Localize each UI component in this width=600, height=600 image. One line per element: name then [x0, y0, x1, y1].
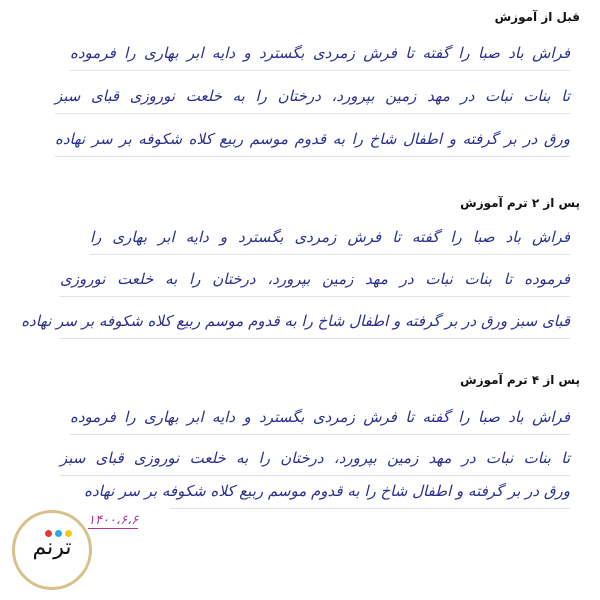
handwriting-line: فراش باد صبا را گفته تا فرش زمردی بگسترد و دایه ابر بهاری را فرموده	[70, 40, 570, 71]
section-heading-before: قبل از آموزش	[494, 10, 580, 24]
handwriting-line: فراش باد صبا را گفته تا فرش زمردی بگسترد و دایه ابر بهاری را	[90, 224, 570, 255]
signature-date: ۱۴۰۰،۶،۶	[88, 513, 139, 528]
handwriting-line: فراش باد صبا را گفته تا فرش زمردی بگسترد و دایه ابر بهاری را فرموده	[70, 404, 570, 435]
handwriting-line: فرموده تا بنات نبات در مهد زمین بپرورد، درختان را به خلعت نوروزی	[60, 266, 570, 297]
handwriting-line: تا بنات نبات در مهد زمین بپرورد، درختان را به خلعت نوروزی قبای سبز	[55, 83, 570, 114]
section-heading-2-terms: پس از ۲ ترم آموزش	[460, 196, 580, 210]
handwriting-line: ورق در بر گرفته و اطفال شاخ را به قدوم موسم ربیع کلاه شکوفه بر سر نهاده	[55, 126, 570, 157]
logo	[12, 510, 92, 590]
logo-text: ترنم	[32, 535, 72, 560]
handwriting-line: ورق در بر گرفته و اطفال شاخ را به قدوم موسم ربیع کلاه شکوفه بر سر نهاده	[170, 478, 570, 509]
handwriting-line: تا بنات نبات در مهد زمین بپرورد، درختان را به خلعت نوروزی قبای سبز	[60, 445, 570, 476]
section-heading-4-terms: پس از ۴ ترم آموزش	[460, 373, 580, 387]
handwriting-line: قبای سبز ورق در بر گرفته و اطفال شاخ را به قدوم موسم ربیع کلاه شکوفه بر سر نهاده	[60, 308, 570, 339]
